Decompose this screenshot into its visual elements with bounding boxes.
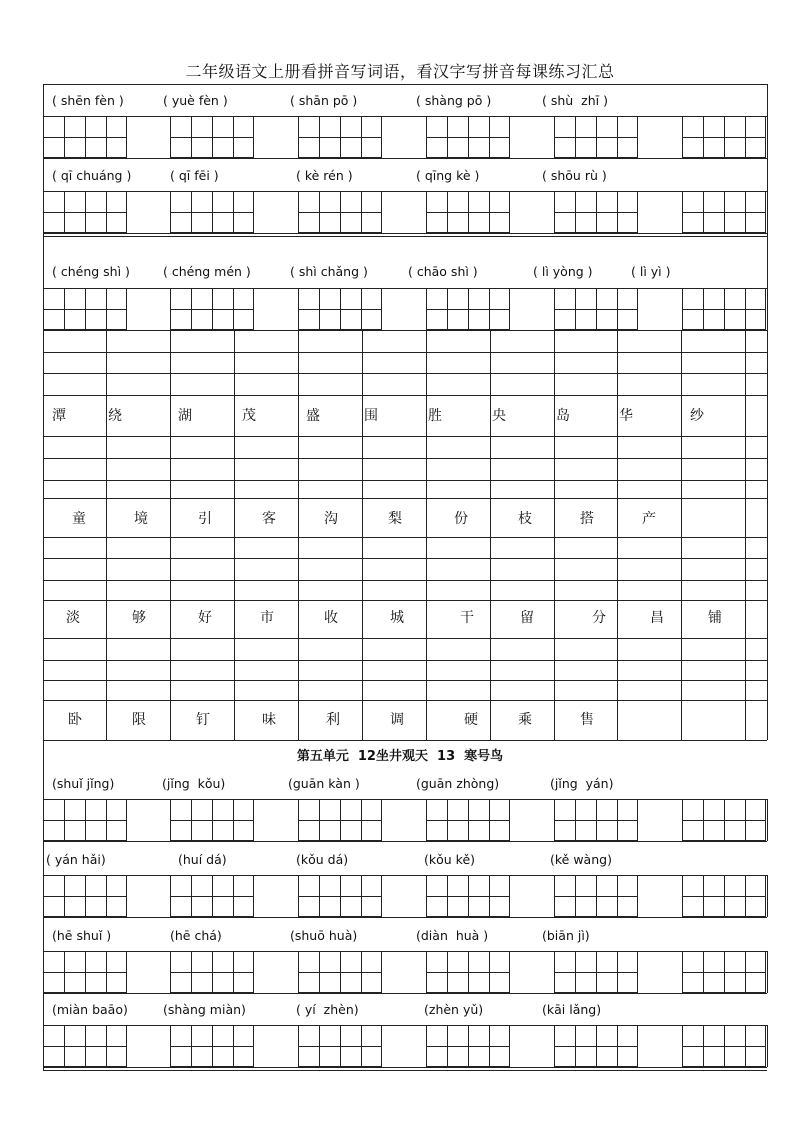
s1-box-midline	[554, 212, 638, 213]
hanzi-char: 岛	[556, 408, 570, 424]
pinyin-label: ( shēn fèn )	[52, 93, 124, 108]
s1-box-midline	[426, 309, 510, 310]
pinyin-label: (hē chá)	[170, 928, 222, 943]
hanzi-char: 湖	[178, 408, 192, 424]
page-title: 二年级语文上册看拼音写词语，看汉字写拼音每课练习汇总	[185, 62, 615, 81]
hanzi-char: 乘	[518, 712, 532, 728]
hanzi-char: 城	[390, 610, 404, 626]
pinyin-label: (kě wàng)	[550, 852, 612, 867]
pinyin-label: (jǐng kǒu)	[162, 776, 226, 791]
s1-row-top	[43, 288, 767, 289]
char-grid-hline	[43, 660, 767, 661]
char-grid-vline	[170, 330, 171, 740]
hanzi-char: 盛	[306, 408, 320, 424]
char-grid-hline	[43, 680, 767, 681]
s1-box-midline	[170, 212, 254, 213]
u5-row-right	[767, 875, 768, 917]
s1-row-bottom	[43, 158, 767, 159]
hanzi-char: 市	[260, 610, 274, 626]
hanzi-char: 味	[262, 712, 276, 728]
u5-row-top	[43, 1025, 767, 1026]
s1-box-midline	[426, 212, 510, 213]
pinyin-label: (huí dá)	[178, 852, 227, 867]
char-grid-hline	[43, 480, 767, 481]
u5-box-midline	[170, 896, 254, 897]
hanzi-char: 绕	[108, 408, 122, 424]
u5-row-top	[43, 951, 767, 952]
pinyin-label: ( yán hǎi)	[46, 852, 106, 867]
u5-row-right	[767, 951, 768, 993]
s1-box-midline	[43, 137, 127, 138]
u5-box-midline	[43, 820, 127, 821]
u5-box-midline	[43, 972, 127, 973]
u5-row-bottom	[43, 841, 767, 842]
hanzi-char: 份	[454, 511, 468, 527]
hanzi-char: 华	[619, 408, 633, 424]
pinyin-label: ( yuè fèn )	[163, 93, 228, 108]
s1-box-midline	[170, 137, 254, 138]
hanzi-char: 收	[324, 610, 338, 626]
hanzi-char: 淡	[66, 610, 80, 626]
char-grid-vline	[617, 330, 618, 740]
char-grid-hline	[43, 498, 767, 499]
u5-box-midline	[554, 1046, 638, 1047]
hanzi-char: 围	[364, 408, 378, 424]
pinyin-label: (guān zhòng)	[416, 776, 500, 791]
u5-box-midline	[682, 820, 766, 821]
hanzi-char: 客	[262, 511, 276, 527]
pinyin-label: (guān kàn )	[288, 776, 360, 791]
hanzi-char: 梨	[388, 511, 402, 527]
hanzi-char: 境	[134, 511, 148, 527]
hanzi-char: 潭	[52, 408, 66, 424]
s1-row-right	[767, 116, 768, 158]
hanzi-char: 售	[580, 712, 594, 728]
hanzi-char: 调	[390, 712, 404, 728]
char-grid-vline	[490, 330, 491, 740]
s1-box-midline	[298, 212, 382, 213]
s1-box-midline	[682, 309, 766, 310]
u5-box-midline	[426, 820, 510, 821]
s1-box-midline	[682, 212, 766, 213]
s1-box-midline	[170, 309, 254, 310]
char-grid-hline	[43, 330, 767, 331]
char-grid-vline	[43, 330, 44, 740]
hanzi-char: 纱	[690, 408, 704, 424]
s1-box-midline	[554, 137, 638, 138]
pinyin-label: ( shōu rù )	[542, 168, 607, 183]
hanzi-char: 硬	[464, 712, 478, 728]
char-grid-hline	[43, 558, 767, 559]
hanzi-char: 钉	[196, 712, 210, 728]
char-grid-vline	[234, 330, 235, 740]
hanzi-char: 昌	[650, 610, 664, 626]
char-grid-vline	[298, 330, 299, 740]
char-grid-vline	[767, 330, 768, 740]
u5-box-midline	[298, 972, 382, 973]
char-grid-hline	[43, 436, 767, 437]
pinyin-label: ( shì chǎng )	[290, 264, 368, 279]
u5-row-bottom	[43, 993, 767, 994]
hanzi-char: 央	[492, 408, 506, 424]
u5-row-right	[767, 799, 768, 841]
u5-box-midline	[554, 896, 638, 897]
pinyin-label: ( qī chuáng )	[52, 168, 132, 183]
u5-box-midline	[170, 1046, 254, 1047]
s1-spacer	[43, 236, 767, 237]
hanzi-char: 茂	[242, 408, 256, 424]
char-grid-hline	[43, 458, 767, 459]
pinyin-label: ( qī fēi )	[170, 168, 219, 183]
pinyin-label: ( kè rén )	[296, 168, 353, 183]
frame-bottom	[43, 1070, 767, 1071]
hanzi-char: 枝	[518, 511, 532, 527]
hanzi-char: 好	[198, 610, 212, 626]
char-grid-vline	[745, 330, 746, 740]
hanzi-char: 留	[520, 610, 534, 626]
char-grid-hline	[43, 352, 767, 353]
pinyin-label: ( chāo shì )	[408, 264, 478, 279]
pinyin-label: (shàng miàn)	[163, 1002, 246, 1017]
hanzi-char: 童	[72, 511, 86, 527]
hanzi-char: 卧	[68, 712, 82, 728]
char-grid-hline	[43, 600, 767, 601]
hanzi-char: 分	[592, 610, 606, 626]
header-rule	[43, 84, 767, 85]
u5-row-bottom	[43, 917, 767, 918]
hanzi-char: 产	[642, 511, 656, 527]
hanzi-char: 胜	[428, 408, 442, 424]
s1-box-midline	[43, 212, 127, 213]
pinyin-label: ( shù zhī )	[542, 93, 608, 108]
u5-box-midline	[298, 1046, 382, 1047]
s1-row-right	[767, 191, 768, 233]
s1-box-midline	[682, 137, 766, 138]
pinyin-label: (biān jì)	[542, 928, 590, 943]
s1-box-midline	[298, 137, 382, 138]
hanzi-char: 引	[198, 511, 212, 527]
u5-box-midline	[43, 896, 127, 897]
u5-row-bottom	[43, 1067, 767, 1068]
char-grid-hline	[43, 740, 767, 741]
pinyin-label: ( chéng shì )	[52, 264, 130, 279]
u5-box-midline	[682, 896, 766, 897]
s1-box-midline	[43, 309, 127, 310]
pinyin-label: ( chéng mén )	[163, 264, 251, 279]
s1-row-top	[43, 191, 767, 192]
pinyin-label: ( lì yì )	[631, 264, 671, 279]
pinyin-label: (diàn huà )	[416, 928, 489, 943]
u5-box-midline	[554, 820, 638, 821]
hanzi-char: 干	[460, 610, 474, 626]
u5-box-midline	[426, 972, 510, 973]
char-grid-vline	[362, 330, 363, 740]
char-grid-vline	[426, 330, 427, 740]
u5-box-midline	[426, 896, 510, 897]
u5-box-midline	[682, 972, 766, 973]
u5-box-midline	[554, 972, 638, 973]
s1-row-right	[767, 288, 768, 330]
char-grid-hline	[43, 700, 767, 701]
pinyin-label: (kǒu dá)	[296, 852, 349, 867]
char-grid-hline	[43, 580, 767, 581]
char-grid-hline	[43, 395, 767, 396]
hanzi-char: 利	[326, 712, 340, 728]
unit5-title: 第五单元 12坐井观天 13 寒号鸟	[296, 749, 504, 764]
hanzi-char: 够	[132, 610, 146, 626]
pinyin-label: ( qīng kè )	[416, 168, 480, 183]
u5-row-top	[43, 875, 767, 876]
u5-box-midline	[298, 896, 382, 897]
u5-box-midline	[170, 820, 254, 821]
u5-box-midline	[170, 972, 254, 973]
u5-box-midline	[426, 1046, 510, 1047]
pinyin-label: (hē shuǐ )	[52, 928, 112, 943]
char-grid-hline	[43, 373, 767, 374]
hanzi-char: 限	[132, 712, 146, 728]
hanzi-char: 铺	[708, 610, 722, 626]
char-grid-hline	[43, 537, 767, 538]
pinyin-label: (kāi lǎng)	[542, 1002, 602, 1017]
s1-box-midline	[554, 309, 638, 310]
s1-row-bottom	[43, 233, 767, 234]
pinyin-label: (shuō huà)	[290, 928, 358, 943]
u5-row-top	[43, 799, 767, 800]
char-grid-hline	[43, 638, 767, 639]
pinyin-label: ( shān pō )	[290, 93, 358, 108]
pinyin-label: ( lì yòng )	[533, 264, 593, 279]
pinyin-label: (shuǐ jǐng)	[52, 776, 115, 791]
s1-box-midline	[298, 309, 382, 310]
u5-row-right	[767, 1025, 768, 1067]
s1-row-top	[43, 116, 767, 117]
hanzi-char: 沟	[324, 511, 338, 527]
char-grid-vline	[681, 330, 682, 740]
pinyin-label: (jǐng yán)	[550, 776, 614, 791]
char-grid-vline	[554, 330, 555, 740]
pinyin-label: ( shàng pō )	[416, 93, 492, 108]
u5-box-midline	[298, 820, 382, 821]
pinyin-label: ( yí zhèn)	[296, 1002, 359, 1017]
s1-box-midline	[426, 137, 510, 138]
pinyin-label: (kǒu kě)	[424, 852, 476, 867]
char-grid-vline	[106, 330, 107, 740]
pinyin-label: (zhèn yǔ)	[424, 1002, 484, 1017]
u5-box-midline	[43, 1046, 127, 1047]
pinyin-label: (miàn baāo)	[52, 1002, 128, 1017]
u5-box-midline	[682, 1046, 766, 1047]
hanzi-char: 搭	[580, 511, 594, 527]
